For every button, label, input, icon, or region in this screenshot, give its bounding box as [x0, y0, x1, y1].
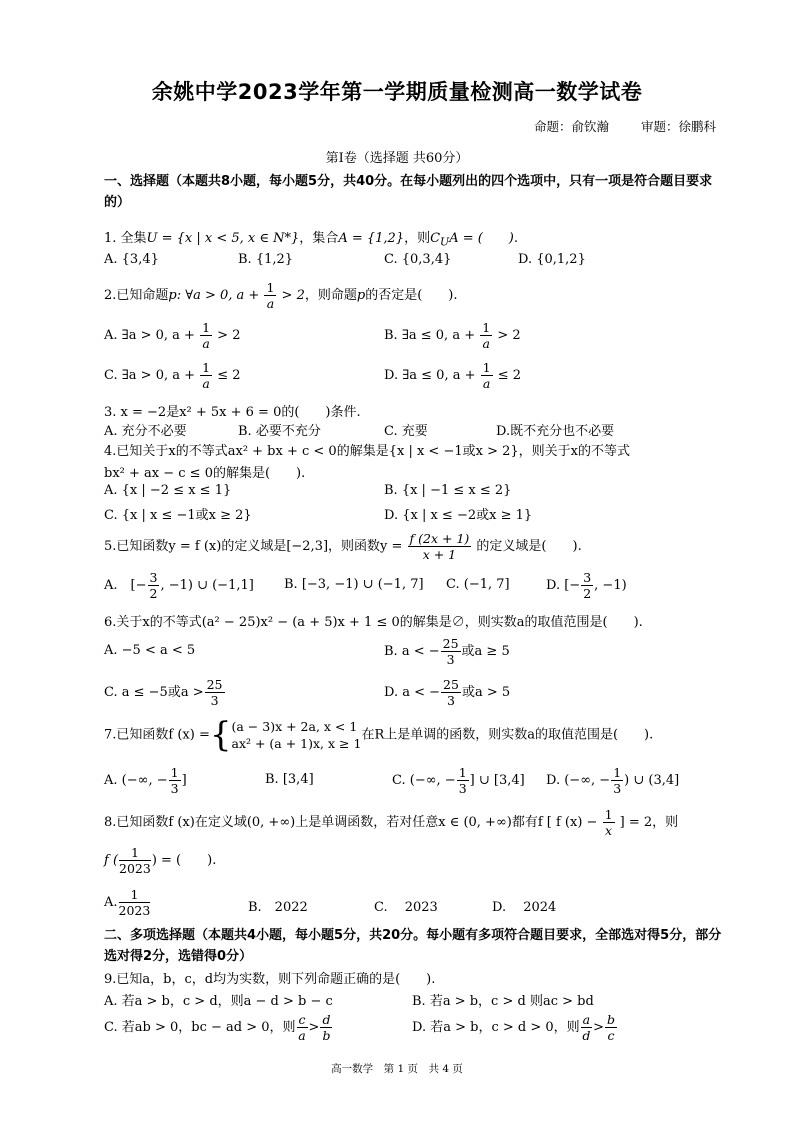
q9-d-t1: a: [582, 1012, 591, 1027]
q7-case1: (a − 3)x + 2a, x < 1: [231, 719, 358, 734]
q1-tail: ，则: [404, 231, 431, 246]
question-4-line2: bx² + ax − c ≤ 0的解集是( ).: [104, 466, 306, 481]
q2-a-frac: [200, 320, 212, 351]
q7-a-post: ]: [181, 773, 187, 788]
q8-l2-frac: [119, 845, 151, 876]
q5-option-b: B. [−3, −1) ∪ (−1, 7]: [284, 577, 424, 592]
q8-frac-top: 1: [604, 807, 613, 822]
q6-d-frac: [441, 677, 461, 708]
q3-option-c: C. 充要: [384, 424, 428, 439]
q5-a-post: , −1) ∪ (−1,1]: [160, 578, 254, 593]
q7-d-pre: D. (−∞, −: [546, 773, 611, 788]
q5-d-frac: [581, 570, 593, 601]
q8-a-bot: 2023: [118, 903, 151, 918]
q5-fraction: [408, 531, 472, 562]
q9-option-c: [104, 1012, 333, 1043]
q7-option-d: [546, 765, 679, 796]
q9-d-pre: D. 若a > b，c > d > 0，则: [412, 1020, 580, 1035]
q6-b-frac: [441, 636, 461, 667]
q4-option-a: A. {x | −2 ≤ x ≤ 1}: [104, 483, 232, 498]
q8-option-b: B. 2022: [248, 900, 308, 915]
q7-d-frac: [611, 765, 623, 796]
q6-option-a: A. −5 < a < 5: [104, 643, 196, 658]
q2-c-bot: a: [202, 376, 210, 391]
q8-a-frac: [119, 887, 151, 918]
q2-d-pre: D. ∃a ≤ 0, a +: [384, 368, 476, 383]
q9-c-frac1: [297, 1012, 308, 1043]
q2-p: p: [168, 288, 177, 303]
q9-c-pre: C. 若ab > 0，bc − ad > 0，则: [104, 1020, 296, 1035]
q2-c-frac: [200, 360, 212, 391]
q7-option-c: [392, 765, 525, 796]
q9-c-mid: >: [308, 1020, 320, 1035]
section2-heading: 二、多项选择题（本题共4小题，每小题5分，共20分。每小题有多项符合题目要求，全部选对得5分，部分选对得2分，选错得0分）: [104, 928, 722, 964]
q9-c-b1: a: [298, 1028, 306, 1043]
author-line: [506, 117, 716, 135]
question-4-line1: 4.已知关于x的不等式ax² + bx + c < 0的解集是{x | x < −1或x > 2}，则关于x的不等式: [104, 444, 630, 459]
q2-a-post: > 2: [217, 328, 241, 343]
q7-option-b: B. [3,4]: [265, 772, 314, 787]
q2-tail: ，则命题: [304, 288, 357, 303]
q9-d-mid: >: [593, 1020, 605, 1035]
q2-option-c: [104, 360, 241, 391]
q1-expr: C: [430, 231, 441, 246]
q7-case2: ax² + (a + 1)x, x ≥ 1: [231, 736, 362, 751]
q5-a-pre: A. [−: [104, 578, 147, 593]
q2-option-a: [104, 320, 240, 351]
q8-a-pre: A.: [104, 895, 118, 910]
q2-b-top: 1: [482, 320, 491, 335]
q7-a-frac: [169, 765, 181, 796]
q8-l2-top: 1: [119, 845, 151, 861]
q7-d-bot: 3: [613, 781, 622, 796]
q8-l2-pre: f (: [104, 853, 119, 868]
q4-option-b: B. {x | −1 ≤ x ≤ 2}: [384, 483, 512, 498]
q7-c-frac: [457, 765, 469, 796]
q6-b-post: 或a ≥ 5: [461, 644, 510, 659]
q8-fraction: [603, 807, 615, 838]
q5-d-post: , −1): [594, 578, 627, 593]
q2-frac-bot: a: [266, 296, 275, 311]
q7-option-a: [104, 765, 187, 796]
q2-c-post: ≤ 2: [217, 368, 241, 383]
q1-set-u: U = {x | x < 5, x ∈ N*}: [146, 231, 300, 246]
q9-c-t1: c: [298, 1012, 306, 1027]
q2-tail2: 的否定是( ).: [365, 288, 458, 303]
question-8-line2: [104, 845, 714, 876]
q2-d-post: ≤ 2: [497, 368, 522, 383]
q2-frac-top: 1: [266, 280, 275, 295]
q2-a-bot: a: [202, 336, 210, 351]
q2-d-bot: a: [482, 376, 491, 391]
q2-p2: p: [356, 288, 366, 303]
q5-d-pre: D. [−: [546, 578, 581, 593]
q2-b-post: > 2: [497, 328, 521, 343]
q7-piecewise: [232, 718, 362, 752]
question-7: [104, 715, 714, 755]
q6-d-post: 或a > 5: [461, 685, 511, 700]
q1-option-a: A. {3,4}: [104, 252, 159, 267]
q2-option-d: [384, 360, 521, 391]
q1-mid: ，集合: [299, 231, 339, 246]
q5-stem-b: 的定义域是( ).: [476, 539, 582, 554]
exam-title: 余姚中学2023学年第一学期质量检测高一数学试卷: [151, 80, 643, 104]
q9-option-d: [412, 1012, 618, 1043]
question-3: 3. x = −2是x² + 5x + 6 = 0的( )条件.: [104, 405, 361, 420]
q2-fraction: [264, 280, 276, 311]
q6-option-b: [384, 636, 510, 667]
reviewer: 审题：徐鹏科: [640, 119, 716, 134]
q9-option-a: A. 若a > b，c > d，则a − d > b − c: [104, 994, 333, 1009]
q2-number: 2.已知命题: [104, 288, 169, 303]
q8-stem-a: 8.已知函数f (x)在定义域(0, +∞)上是单调函数，若对任意x ∈ (0, +∞)都有f [ f (x) −: [104, 815, 598, 830]
q2-b-frac: [480, 320, 492, 351]
q6-d-pre: D. a < −: [384, 685, 441, 700]
q3-option-d: D.既不充分也不必要: [496, 424, 615, 439]
q1-sub: U: [440, 235, 450, 249]
q7-post: 在R上是单调的函数，则实数a的取值范围是( ).: [361, 727, 654, 743]
q2-c-top: 1: [202, 360, 211, 375]
question-1: [104, 227, 714, 249]
q8-l2-bot: 2023: [119, 861, 151, 876]
q8-stem-b: ] = 2，则: [619, 815, 679, 830]
q6-b-top: 25: [442, 636, 459, 651]
q2-a-pre: A. ∃a > 0, a +: [104, 328, 195, 343]
q2-a-top: 1: [202, 320, 211, 335]
q5-stem-a: 5.已知函数y = f (x)的定义域是[−2,3]，则函数y =: [104, 539, 403, 554]
q1-option-b: B. {1,2}: [238, 252, 294, 267]
q5-frac-bot: x + 1: [422, 547, 457, 562]
q6-d-top: 25: [443, 677, 459, 692]
q7-brace: {: [209, 715, 232, 755]
q6-d-bot: 3: [447, 693, 455, 708]
q9-c-frac2: [320, 1012, 332, 1043]
q7-pre: 7.已知函数f (x) =: [104, 727, 210, 743]
q2-b-bot: a: [482, 336, 490, 351]
q2-stem-a: : ∀a > 0, a +: [176, 288, 260, 303]
q7-d-post: ) ∪ (3,4]: [624, 773, 680, 788]
q2-d-frac: [481, 360, 493, 391]
question-5: [104, 531, 714, 562]
q7-c-post: ] ∪ [3,4]: [469, 773, 525, 788]
q3-option-a: A. 充分不必要: [104, 424, 187, 439]
q6-b-bot: 3: [446, 652, 455, 667]
q7-a-pre: A. (−∞, −: [104, 773, 168, 788]
question-9: 9.已知a，b，c，d均为实数，则下列命题正确的是( ).: [104, 972, 436, 987]
q6-option-d: [384, 677, 510, 708]
q5-d-top: 3: [583, 570, 592, 585]
q2-stem-b: > 2: [281, 288, 305, 303]
question-8: [104, 807, 714, 838]
section1-heading: 一、选择题（本题共8小题，每小题5分，共40分。在每小题列出的四个选项中，只有一项是符合题目要求的）: [104, 174, 713, 210]
q6-option-c: [104, 677, 226, 708]
q2-d-top: 1: [482, 360, 491, 375]
q7-c-bot: 3: [458, 781, 467, 796]
q5-d-bot: 2: [583, 586, 592, 601]
q2-c-pre: C. ∃a > 0, a +: [104, 368, 196, 383]
q5-option-c: C. (−1, 7]: [446, 577, 510, 592]
q5-a-bot: 2: [149, 586, 158, 601]
q8-option-a: [104, 887, 151, 918]
q9-d-t2: b: [607, 1012, 616, 1027]
q1-set-a: A = {1,2}: [338, 231, 405, 246]
q7-d-top: 1: [613, 765, 622, 780]
q9-option-b: B. 若a > b，c > d 则ac > bd: [412, 994, 594, 1009]
q5-a-top: 3: [149, 570, 158, 585]
q8-option-c: C. 2023: [374, 900, 438, 915]
q6-c-top: 25: [206, 677, 223, 692]
q2-option-b: [384, 320, 521, 351]
question-2: [104, 280, 714, 311]
q4-option-c: C. {x | x ≤ −1或x ≥ 2}: [104, 508, 252, 523]
q6-c-bot: 3: [210, 693, 219, 708]
q9-d-frac2: [605, 1012, 617, 1043]
q9-c-b2: b: [322, 1028, 331, 1043]
q8-a-top: 1: [119, 887, 151, 903]
q6-c-pre: C. a ≤ −5或a >: [104, 685, 204, 700]
q9-d-b2: c: [607, 1028, 615, 1043]
q2-b-pre: B. ∃a ≤ 0, a +: [384, 328, 476, 343]
q8-frac-bot: x: [605, 823, 613, 838]
author: 命题：俞钦瀚: [533, 119, 609, 134]
q9-d-b1: d: [582, 1028, 591, 1043]
q4-option-d: D. {x | x ≤ −2或x ≥ 1}: [384, 508, 533, 523]
q7-a-top: 1: [170, 765, 179, 780]
q6-b-pre: B. a < −: [384, 644, 440, 659]
q5-frac-top: f (2x + 1): [409, 531, 470, 546]
q3-option-b: B. 必要不充分: [238, 424, 321, 439]
part-heading: 第Ⅰ卷（选择题 共60分）: [325, 151, 469, 166]
q6-c-frac: [205, 677, 225, 708]
q5-option-a: [104, 570, 254, 601]
q1-number: 1. 全集: [104, 231, 147, 246]
q7-c-top: 1: [458, 765, 467, 780]
q8-l2-post: ) = ( ).: [151, 853, 217, 868]
page-footer: 高一数学 第 1 页 共 4 页: [331, 1063, 463, 1075]
q9-c-t2: d: [322, 1012, 331, 1027]
q5-option-d: [546, 570, 627, 601]
q8-option-d: D. 2024: [492, 900, 557, 915]
q5-a-frac: [148, 570, 160, 601]
q1-option-c: C. {0,3,4}: [384, 252, 452, 267]
q1-option-d: D. {0,1,2}: [518, 252, 586, 267]
q9-d-frac1: [581, 1012, 592, 1043]
q1-expr2: A = ( ).: [449, 231, 519, 246]
q7-c-pre: C. (−∞, −: [392, 773, 456, 788]
q7-a-bot: 3: [170, 781, 179, 796]
question-6: 6.关于x的不等式(a² − 25)x² − (a + 5)x + 1 ≤ 0的解集是∅，则实数a的取值范围是( ).: [104, 615, 643, 630]
